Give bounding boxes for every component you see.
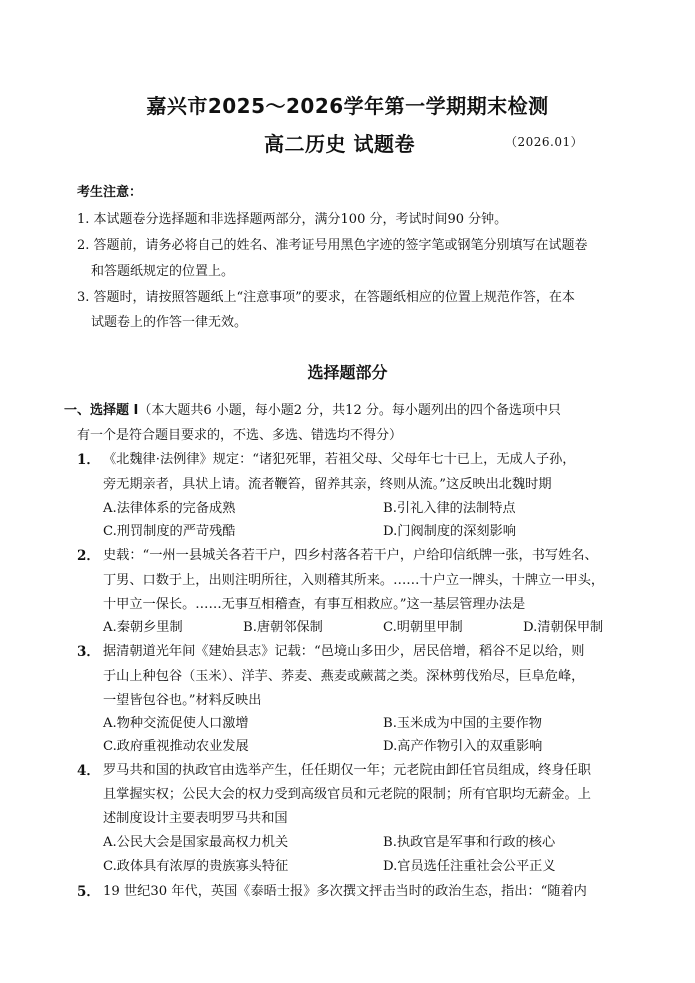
part-label: 一、选择题 Ⅰ [64, 403, 139, 418]
option-b[interactable]: B.执政官是军事和行政的核心 [383, 835, 556, 850]
question-stem-line: 19 世纪30 年代，英国《泰晤士报》多次撰文抨击当时的政治生态，指出：“随着内 [103, 884, 587, 899]
option-a[interactable]: A.秦朝乡里制 [103, 620, 183, 635]
section-title: 选择题部分 [307, 363, 388, 382]
question-stem-line: 旁无期亲者，具状上请。流者鞭笞，留养其亲，终则从流。”这反映出北魏时期 [103, 477, 552, 492]
notice-heading: 考生注意： [77, 185, 143, 200]
option-a[interactable]: A.物种交流促使人口激增 [103, 716, 249, 731]
exam-title: 嘉兴市2025～2026学年第一学期期末检测 [146, 94, 549, 118]
option-c[interactable]: C.政府重视推动农业发展 [103, 739, 249, 754]
question-number: 3． [77, 644, 100, 660]
question-number: 2． [77, 548, 100, 564]
notice-item-3-cont: 试题卷上的作答一律无效。 [91, 315, 248, 330]
question-stem-line: 于山上种包谷（玉米）、洋芋、荞麦、燕麦或蕨蒿之类。深林剪伐殆尽，巨阜危峰， [103, 669, 585, 684]
exam-date: （2026.01） [505, 135, 584, 149]
notice-item-1: 1. 本试题卷分选择题和非选择题两部分，满分100 分，考试时间90 分钟。 [77, 212, 508, 227]
question-stem-line: 据清朝道光年间《建始县志》记载：“邑境山多田少，居民倍增，稻谷不足以给，则 [103, 644, 585, 659]
part-heading-line [64, 399, 561, 418]
option-c[interactable]: C.明朝里甲制 [383, 620, 463, 635]
exam-subtitle-row [0, 128, 695, 157]
part-description: （本大题共6 小题，每小题2 分，共12 分。每小题列出的四个备选项中只 [138, 403, 561, 418]
exam-subtitle: 高二历史 试题卷 [264, 132, 415, 156]
option-b[interactable]: B.玉米成为中国的主要作物 [383, 716, 542, 731]
option-c[interactable]: C.政体具有浓厚的贵族寡头特征 [103, 859, 289, 874]
question-stem-line: 十甲立一保长。……无事互相稽查，有事互相救应。”这一基层管理办法是 [103, 597, 526, 612]
question-stem-line: 《北魏律·法例律》规定：“诸犯死罪，若祖父母、父母年七十已上，无成人子孙， [103, 452, 576, 467]
question-number: 5． [77, 884, 100, 900]
question-stem-line: 罗马共和国的执政官由选举产生，任任期仅一年；元老院由卸任官员组成，终身任职 [103, 763, 591, 778]
question-stem-line: 一望皆包谷也。”材料反映出 [103, 693, 262, 708]
notice-item-3: 3. 答题时，请按照答题纸上“注意事项”的要求，在答题纸相应的位置上规范作答，在本 [77, 290, 575, 305]
option-b[interactable]: B.唐朝邻保制 [243, 620, 323, 635]
question-stem-line: 丁男、口数于上，出则注明所往，入则稽其所来。……十户立一牌头，十牌立一甲头， [103, 573, 605, 588]
question-stem-line: 且掌握实权；公民大会的权力受到高级官员和元老院的限制；所有官职均无薪金。上 [103, 787, 591, 802]
option-a[interactable]: A.法律体系的完备成熟 [103, 501, 236, 516]
option-a[interactable]: A.公民大会是国家最高权力机关 [103, 835, 289, 850]
question-stem-line: 述制度设计主要表明罗马共和国 [103, 811, 288, 826]
notice-item-2: 2. 答题前，请务必将自己的姓名、准考证号用黑色字迹的签字笔或钢笔分别填写在试题卷 [77, 238, 588, 253]
question-number: 4． [77, 763, 100, 779]
option-d[interactable]: D.门阀制度的深刻影响 [383, 524, 516, 539]
option-d[interactable]: D.高产作物引入的双重影响 [383, 739, 543, 754]
option-d[interactable]: D.清朝保甲制 [523, 620, 604, 635]
notice-item-2-cont: 和答题纸规定的位置上。 [91, 264, 235, 279]
option-c[interactable]: C.刑罚制度的严苛残酷 [103, 524, 236, 539]
option-d[interactable]: D.官员选任注重社会公平正义 [383, 859, 556, 874]
question-stem-line: 史载：“一州一县城关各若干户，四乡村落各若干户，户给印信纸牌一张，书写姓名、 [103, 548, 598, 563]
option-b[interactable]: B.引礼入律的法制特点 [383, 501, 516, 516]
question-number: 1． [77, 452, 100, 468]
part-description-cont: 有一个是符合题目要求的，不选、多选、错选均不得分） [77, 428, 403, 443]
